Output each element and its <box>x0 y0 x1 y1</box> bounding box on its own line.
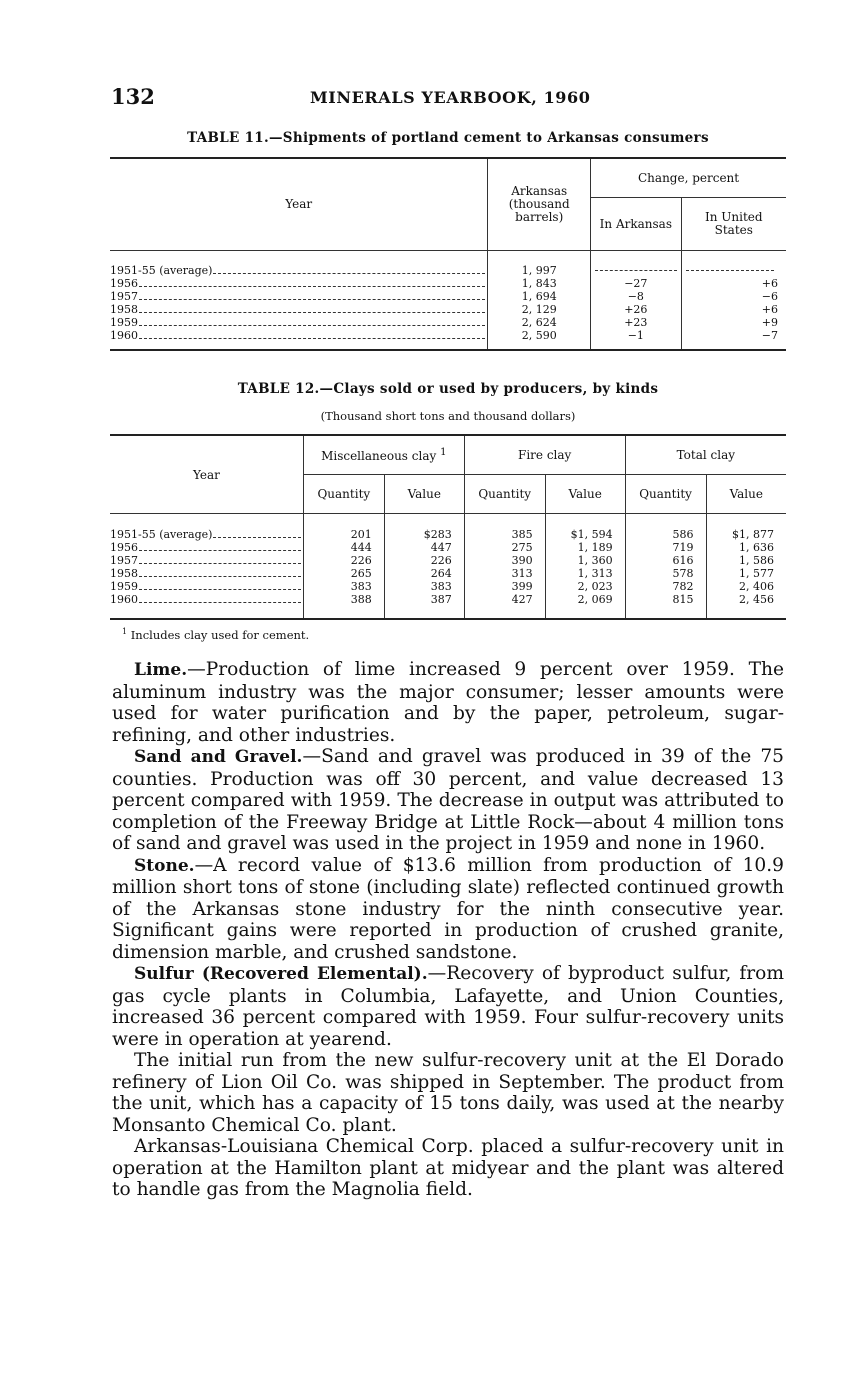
year-label: 1958 <box>110 303 138 316</box>
barrels-cell: 2, 590 <box>488 329 591 350</box>
table12-misc-quantity-header: Quantity <box>303 475 384 514</box>
paragraph-text: —Production of lime increased 9 percent over 1959. The aluminum industry was the major consumer; lesser amounts were used for water purification and by the paper, petroleum, sugar-refining, and other industries. <box>112 659 784 746</box>
paragraph-heading: Sand and Gravel. <box>134 747 303 767</box>
leader-dots <box>213 537 300 538</box>
year-label: 1956 <box>110 277 138 290</box>
table-row <box>110 567 786 580</box>
leader-dots <box>139 602 301 603</box>
table12-misc-clay-header: Miscellaneous clay $^1$ <box>303 435 464 475</box>
total-q-cell: 782 <box>625 580 706 593</box>
table-row <box>110 580 786 593</box>
total-q-cell: 586 <box>625 514 706 542</box>
table-row <box>110 316 786 329</box>
table12-total-value-header: Value <box>706 475 786 514</box>
leader-dots <box>139 589 301 590</box>
table12-fire-quantity-header: Quantity <box>464 475 545 514</box>
barrels-cell: 1, 694 <box>488 290 591 303</box>
misc-v-cell: $283 <box>384 514 464 542</box>
body-text <box>112 659 784 1201</box>
paragraph <box>112 659 784 746</box>
paragraph-text: —A record value of $13.6 million from production of 10.9 million short tons of stone (including slate) reflected continued growth of the Arkansas stone industry for the ninth consecutive year. Significant gains were reported in production of crushed granite, dimension marble, and crushed sandstone. <box>112 854 784 963</box>
table-row <box>110 277 786 290</box>
year-cell <box>110 567 303 580</box>
year-cell <box>110 541 303 554</box>
table-row <box>110 514 786 542</box>
total-v-cell: 2, 406 <box>706 580 786 593</box>
blank-leader <box>686 264 774 271</box>
paragraph-heading: Lime. <box>134 660 188 680</box>
year-cell <box>110 303 488 316</box>
paragraph-heading: Stone. <box>134 855 195 876</box>
in-us-cell: −7 <box>681 329 786 350</box>
year-label: 1959 <box>110 580 138 593</box>
paragraph-text: —Sand and gravel was produced in 39 of the 75 counties. Production was off 30 percent, and value decreased 13 percent compared with 1959. The decrease in output was attributed to completion of the Freeway Bridge at Little Rock—about 4 million tons of sand and gravel was used in the project in 1959 and none in 1960. <box>112 746 785 854</box>
fire-v-cell: 1, 360 <box>545 554 625 567</box>
table12-fire-value-header: Value <box>545 475 625 514</box>
paragraph-text: Arkansas-Louisiana Chemical Corp. placed a sulfur-recovery unit in operation at the Hamilton plant at midyear and the plant was altered to handle gas from the Magnolia field. <box>112 1136 784 1200</box>
year-cell <box>110 593 303 619</box>
total-q-cell: 578 <box>625 567 706 580</box>
leader-dots <box>139 338 485 339</box>
table12-fire-clay-header: Fire clay <box>464 435 625 475</box>
year-label: 1959 <box>110 316 138 329</box>
in-arkansas-cell <box>591 251 681 278</box>
paragraph <box>112 963 784 1050</box>
table12-total-clay-header: Total clay <box>625 435 786 475</box>
page-number: 132 <box>111 84 155 109</box>
year-label: 1957 <box>110 290 138 303</box>
fire-q-cell: 313 <box>464 567 545 580</box>
table11 <box>110 157 786 351</box>
fire-v-cell: $1, 594 <box>545 514 625 542</box>
barrels-cell: 2, 624 <box>488 316 591 329</box>
total-v-cell: 1, 577 <box>706 567 786 580</box>
fire-q-cell: 427 <box>464 593 545 619</box>
leader-dots <box>139 299 485 300</box>
table11-title: TABLE 11.—Shipments of portland cement to Arkansas consumers <box>187 130 709 146</box>
running-head: MINERALS YEARBOOK, 1960 <box>310 88 591 107</box>
leader-dots <box>139 286 485 287</box>
misc-q-cell: 444 <box>303 541 384 554</box>
in-us-cell <box>681 251 786 278</box>
table11-change-header: Change, percent <box>591 158 786 198</box>
barrels-cell: 1, 843 <box>488 277 591 290</box>
year-cell <box>110 514 303 542</box>
leader-dots <box>139 312 485 313</box>
total-q-cell: 616 <box>625 554 706 567</box>
paragraph <box>112 1050 784 1136</box>
table11-arkansas-header: Arkansas (thousand barrels) <box>488 158 591 251</box>
table11-in-us-header: In United States <box>681 198 786 251</box>
barrels-cell: 1, 997 <box>488 251 591 278</box>
paragraph-text: —Recovery of byproduct sulfur, from gas cycle plants in Columbia, Lafayette, and Union Counties, increased 36 percent compared with 1959. Four sulfur-recovery units were in operation at yearend. <box>112 963 785 1050</box>
misc-v-cell: 387 <box>384 593 464 619</box>
year-label: 1957 <box>110 554 138 567</box>
fire-v-cell: 1, 189 <box>545 541 625 554</box>
barrels-cell: 2, 129 <box>488 303 591 316</box>
in-arkansas-cell: −1 <box>591 329 681 350</box>
misc-v-cell: 264 <box>384 567 464 580</box>
table-row <box>110 303 786 316</box>
paragraph <box>112 1136 784 1201</box>
year-label: 1951-55 (average) <box>110 264 213 277</box>
in-arkansas-cell: −27 <box>591 277 681 290</box>
year-label: 1960 <box>110 329 138 342</box>
year-cell <box>110 329 488 350</box>
leader-dots <box>139 325 485 326</box>
paragraph <box>112 746 784 855</box>
fire-q-cell: 275 <box>464 541 545 554</box>
table-row <box>110 329 786 350</box>
fire-v-cell: 1, 313 <box>545 567 625 580</box>
table-row <box>110 541 786 554</box>
table12-title: TABLE 12.—Clays sold or used by producers, by kinds <box>237 381 659 397</box>
in-arkansas-cell: +26 <box>591 303 681 316</box>
total-v-cell: 2, 456 <box>706 593 786 619</box>
in-arkansas-cell: −8 <box>591 290 681 303</box>
misc-q-cell: 201 <box>303 514 384 542</box>
table-row <box>110 593 786 619</box>
in-us-cell: −6 <box>681 290 786 303</box>
total-v-cell: 1, 586 <box>706 554 786 567</box>
leader-dots <box>139 550 301 551</box>
total-q-cell: 815 <box>625 593 706 619</box>
paragraph-heading: Sulfur (Recovered Elemental). <box>134 964 428 984</box>
year-cell <box>110 554 303 567</box>
fire-q-cell: 390 <box>464 554 545 567</box>
fire-v-cell: 2, 023 <box>545 580 625 593</box>
fire-q-cell: 399 <box>464 580 545 593</box>
total-q-cell: 719 <box>625 541 706 554</box>
total-v-cell: 1, 636 <box>706 541 786 554</box>
leader-dots <box>139 563 301 564</box>
table12-misc-value-header: Value <box>384 475 464 514</box>
in-us-cell: +6 <box>681 277 786 290</box>
table11-year-header: Year <box>285 197 313 211</box>
total-v-cell: $1, 877 <box>706 514 786 542</box>
year-cell <box>110 580 303 593</box>
table12-total-quantity-header: Quantity <box>625 475 706 514</box>
year-label: 1956 <box>110 541 138 554</box>
in-us-cell: +6 <box>681 303 786 316</box>
table12-year-header: Year <box>192 467 220 482</box>
blank-leader <box>595 264 676 271</box>
year-cell <box>110 277 488 290</box>
table12 <box>110 434 786 620</box>
year-cell <box>110 290 488 303</box>
paragraph-text: The initial run from the new sulfur-recovery unit at the El Dorado refinery of Lion Oil Co. was shipped in September. The product from the unit, which has a capacity of 15 tons daily, was used at the nearby Monsanto Chemical Co. plant. <box>112 1050 784 1136</box>
misc-v-cell: 383 <box>384 580 464 593</box>
in-us-cell: +9 <box>681 316 786 329</box>
misc-q-cell: 388 <box>303 593 384 619</box>
misc-q-cell: 265 <box>303 567 384 580</box>
year-cell <box>110 251 488 278</box>
year-label: 1951-55 (average) <box>110 528 213 541</box>
misc-q-cell: 226 <box>303 554 384 567</box>
in-arkansas-cell: +23 <box>591 316 681 329</box>
year-label: 1958 <box>110 567 138 580</box>
table-row <box>110 554 786 567</box>
misc-q-cell: 383 <box>303 580 384 593</box>
paragraph <box>112 855 784 964</box>
leader-dots <box>139 576 301 577</box>
table12-subtitle: (Thousand short tons and thousand dollars) <box>320 409 576 423</box>
table-row <box>110 290 786 303</box>
table-row <box>110 251 786 278</box>
year-cell <box>110 316 488 329</box>
misc-v-cell: 226 <box>384 554 464 567</box>
fire-q-cell: 385 <box>464 514 545 542</box>
misc-v-cell: 447 <box>384 541 464 554</box>
table11-in-arkansas-header: In Arkansas <box>591 198 681 251</box>
leader-dots <box>213 273 485 274</box>
table12-footnote: $^1$ Includes clay used for cement. <box>122 627 310 642</box>
year-label: 1960 <box>110 593 138 606</box>
fire-v-cell: 2, 069 <box>545 593 625 619</box>
